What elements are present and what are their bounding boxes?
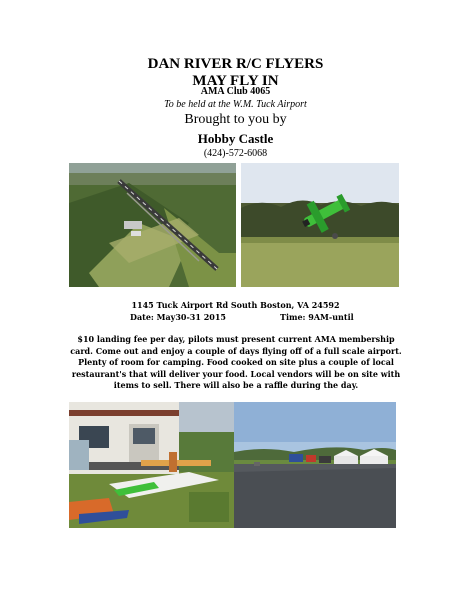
sponsor-phone: (424)-572-6068: [203, 148, 268, 159]
brought-by-text: Brought to you by: [184, 112, 287, 127]
aerial-airport-photo: [69, 163, 236, 287]
location-note: To be held at the W.M. Tuck Airport: [164, 99, 307, 110]
event-title-line2: MAY FLY IN: [192, 73, 279, 89]
sponsor-name: Hobby Castle: [197, 131, 274, 146]
event-description: $10 landing fee per day, pilots must present current AMA membership card. Come out and enjoy a couple of days flying off of a full scale airport. Plenty of room for camping. Food cooked on site plus a couple of local restaurant's that will deliver your food. Local vendors will be on site with items to sell. There will also be a raffle during the day.: [70, 334, 402, 390]
club-number: AMA Club 4065: [200, 86, 271, 97]
event-time: Time: 9AM-until: [280, 312, 354, 322]
plane-in-flight-photo: [241, 163, 399, 287]
camper-planes-photo: [69, 402, 234, 528]
event-date: Date: May30-31 2015: [130, 312, 226, 322]
runway-tents-photo: [234, 402, 396, 528]
event-address: 1145 Tuck Airport Rd South Boston, VA 24592: [131, 300, 340, 310]
event-title-line1: DAN RIVER R/C FLYERS: [147, 56, 324, 72]
